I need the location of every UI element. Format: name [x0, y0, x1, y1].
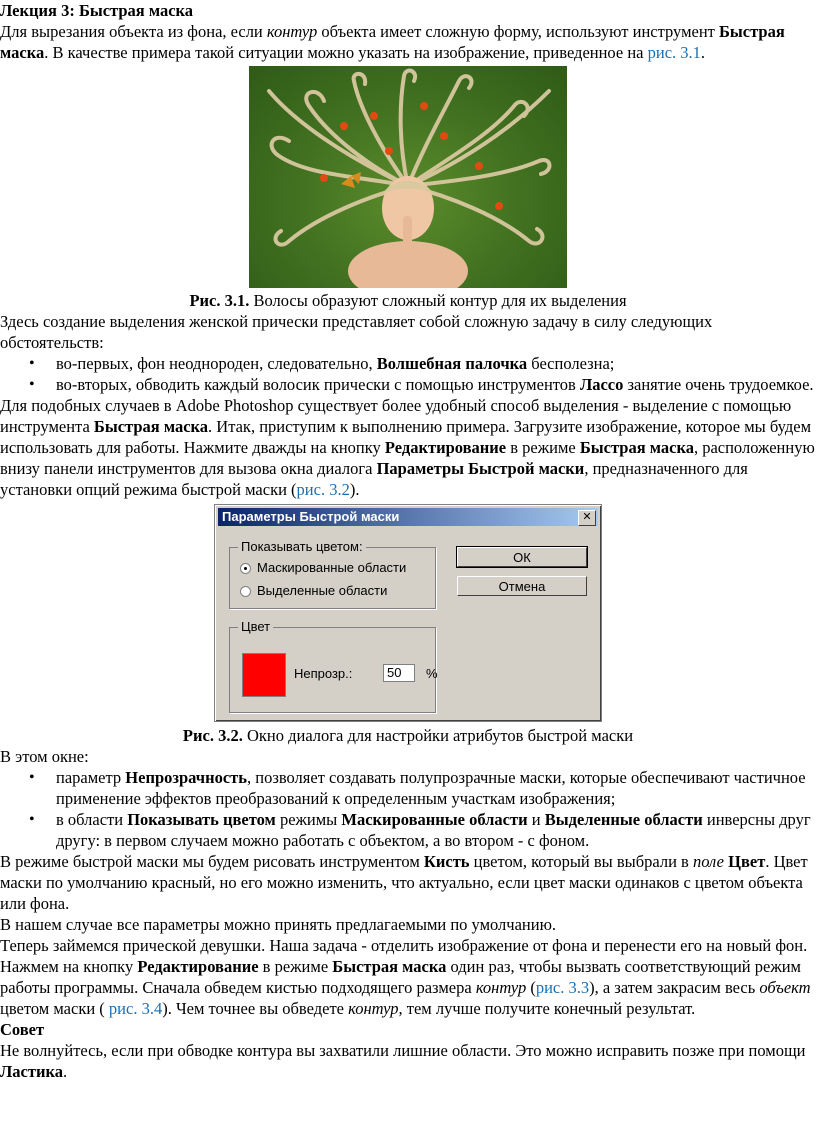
link-fig-3-3[interactable]: рис. 3.3 [535, 978, 590, 997]
paragraph-quick-mask: Для подобных случаев в Adobe Photoshop существует более удобный способ выделения - выделение с помощью инструмента Быстрая маска. Итак, приступим к выполнению примера. Загрузите изображение, которое мы будем использовать для работы. Нажмите дважды на кнопку Редактирование в режиме Быстрая маска, расположенную внизу панели инструментов для вызова окна диалога Параметры Быстрой маски, предназначенного для установки опций режима быстрой маски (рис. 3.2). [0, 396, 815, 499]
figure-1-caption: Рис. 3.1. Волосы образуют сложный контур для их выделения [189, 291, 627, 310]
paragraph-brush: В режиме быстрой маски мы будем рисовать инструментом Кисть цветом, который вы выбрали в поле Цвет. Цвет маски по умолчанию красный, но его можно изменить, что актуально, если цвет маски одинаков с цветом объекта или фона. [0, 852, 808, 913]
paragraph-intro: Для вырезания объекта из фона, если контур объекта имеет сложную форму, используют инструмент Быстрая маска. В качестве примера такой ситуации можно указать на изображение, приведенное на рис. 3.1. [0, 22, 785, 62]
close-icon[interactable]: ✕ [578, 510, 596, 526]
paragraph-defaults: В нашем случае все параметры можно принять предлагаемыми по умолчанию. [0, 915, 557, 934]
radio-masked-areas-label: Маскированные области [257, 560, 407, 575]
list-item: • параметр Непрозрачность, позволяет создавать полупрозрачные маски, которые обеспечивают частичное применение эффектов преобразований к определенным участкам изображения; [56, 767, 816, 809]
show-color-group [229, 539, 436, 609]
page-title: Лекция 3: Быстрая маска [0, 1, 194, 20]
paragraph-hairstyle: Теперь займемся прической девушки. Наша задача - отделить изображение от фона и перенести его на новый фон. Нажмем на кнопку Редактирование в режиме Быстрая маска один раз, чтобы вызвать соответствующий режим работы программы. Сначала обведем кистью подходящего размера контур (рис. 3.3), а затем закрасим весь объект цветом маски ( рис. 3.4). Чем точнее вы обведете контур, тем лучше получите конечный результат. [0, 936, 811, 1018]
radio-selected-areas[interactable] [240, 583, 387, 599]
color-swatch[interactable] [242, 653, 286, 697]
opacity-label: Непрозр.: [294, 666, 353, 681]
link-fig-3-4[interactable]: рис. 3.4 [108, 999, 163, 1018]
color-group [229, 619, 438, 713]
list-item: • в области Показывать цветом режимы Маскированные области и Выделенные области инверсны друг другу: в первом случаем можно работать с объектом, а во втором - с фоном. [56, 809, 816, 851]
ok-button[interactable]: ОК [457, 547, 587, 567]
dialog-title-bar [218, 508, 598, 526]
list-item: • во-первых, фон неоднороден, следовательно, Волшебная палочка бесполезна; [56, 353, 816, 374]
paragraph-in-this-window: В этом окне: [0, 747, 89, 766]
radio-masked-areas[interactable] [240, 560, 406, 576]
cancel-button[interactable]: Отмена [457, 576, 587, 596]
color-group-label: Цвет [238, 619, 273, 635]
radio-unselected-icon [240, 586, 251, 597]
radio-selected-areas-label: Выделенные области [257, 583, 388, 598]
list-item: • во-вторых, обводить каждый волосик прически с помощью инструментов Лассо занятие очень трудоемкое. [56, 374, 816, 395]
radio-selected-icon [240, 563, 251, 574]
dialog-title: Параметры Быстрой маски [222, 509, 400, 524]
opacity-input[interactable]: 50 [383, 664, 415, 682]
figure-hair-photo [249, 66, 567, 288]
list-dialog-options [0, 767, 816, 851]
link-fig-3-2[interactable]: рис. 3.2 [296, 480, 350, 499]
percent-label: % [426, 666, 438, 681]
link-fig-3-1[interactable]: рис. 3.1 [647, 43, 701, 62]
quick-mask-options-dialog [214, 504, 602, 722]
advice-heading: Совет [0, 1020, 45, 1039]
paragraph-advice: Не волнуйтесь, если при обводке контура вы захватили лишние области. Это можно исправить позже при помощи Ластика. [0, 1041, 806, 1081]
figure-2-caption: Рис. 3.2. Окно диалога для настройки атрибутов быстрой маски [182, 726, 634, 745]
list-circumstances [0, 353, 816, 395]
paragraph-circumstances: Здесь создание выделения женской прически представляет собой сложную задачу в силу следующих обстоятельств: [0, 312, 713, 352]
show-color-group-label: Показывать цветом: [238, 539, 366, 555]
